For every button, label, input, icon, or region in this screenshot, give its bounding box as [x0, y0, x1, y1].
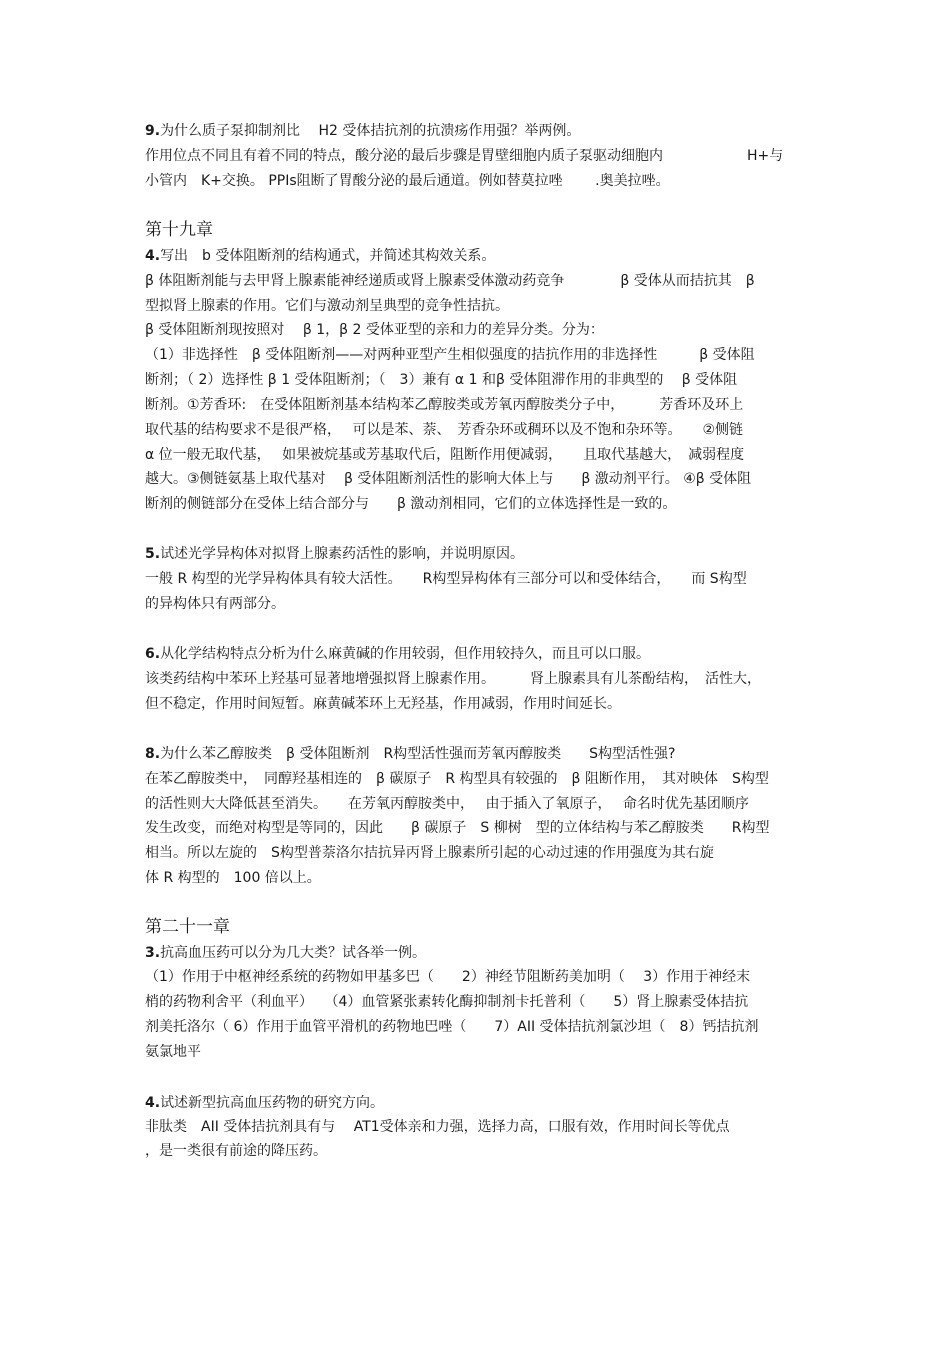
answer-line: β 受体阻断剂现按照对 β 1，β 2 受体亚型的亲和力的差异分类。分为：	[145, 322, 604, 338]
answer-line: 越大。③侧链氨基上取代基对 β 受体阻断剂活性的影响大体上与 β 激动剂平行。 ④β 受体阻	[145, 471, 752, 487]
answer-line: 相当。所以左旋的 S构型普萘洛尔拮抗异丙肾上腺素所引起的心动过速的作用强度为其右旋	[145, 845, 714, 861]
answer-line: 发生改变，而绝对构型是等同的，因此 β 碳原子 S 柳树 型的立体结构与苯乙醇胺类 R构型	[145, 820, 770, 836]
question-number: 6.	[145, 646, 161, 662]
answer-line: （1）非选择性 β 受体阻断剂——对两种亚型产生相似强度的拮抗作用的非选择性 β 受体阻	[145, 347, 755, 363]
question-text: 为什么质子泵抑制剂比 H2 受体拮抗剂的抗溃疡作用强？举两例。	[160, 123, 581, 139]
question-number: 4.	[145, 248, 161, 264]
question-number: 3.	[145, 945, 161, 961]
answer-line: ，是一类很有前途的降压药。	[145, 1143, 327, 1159]
question-number: 9.	[145, 123, 161, 139]
question-3	[145, 943, 426, 963]
answer-line: 型拟肾上腺素的作用。它们与激动剂呈典型的竞争性拮抗。	[145, 298, 509, 314]
answer-line: 取代基的结构要求不是很严格， 可以是苯、萘、 芳香杂环或稠环以及不饱和杂环等。 ②侧链	[145, 422, 743, 438]
question-number: 5.	[145, 546, 161, 562]
question-text: 试述新型抗高血压药物的研究方向。	[160, 1095, 385, 1111]
question-4	[145, 246, 495, 266]
question-text: 从化学结构特点分析为什么麻黄碱的作用较弱，但作用较持久，而且可以口服。	[160, 646, 651, 662]
answer-line: 的异构体只有两部分。	[145, 596, 285, 612]
question-5	[145, 544, 524, 564]
answer-line: β 体阻断剂能与去甲肾上腺素能神经递质或肾上腺素受体激动药竞争 β 受体从而拮抗其 β	[145, 273, 755, 289]
answer-line: 该类药结构中苯环上羟基可显著地增强拟肾上腺素作用。 肾上腺素具有儿茶酚结构， 活性大，	[145, 671, 761, 687]
answer-line: 的活性则大大降低甚至消失。 在芳氧丙醇胺类中， 由于插入了氧原子， 命名时优先基团顺序	[145, 796, 749, 812]
answer-line: α 位一般无取代基， 如果被烷基或芳基取代后，阻断作用便减弱， 且取代基越大， 减弱程度	[145, 447, 745, 463]
question-6	[145, 644, 650, 664]
answer-line: 梢的药物利舍平（利血平） （4）血管紧张素转化酶抑制剂卡托普利（ 5）肾上腺素受体拮抗	[145, 994, 749, 1010]
question-text: 试述光学异构体对拟肾上腺素药活性的影响，并说明原因。	[160, 546, 525, 562]
question-text: 写出 b 受体阻断剂的结构通式，并简述其构效关系。	[160, 248, 496, 264]
answer-line: 断剂。①芳香环: 在受体阻断剂基本结构苯乙醇胺类或芳氧丙醇胺类分子中， 芳香环及环上	[145, 397, 744, 413]
answer-line: 作用位点不同且有着不同的特点，酸分泌的最后步骤是胃壁细胞内质子泵驱动细胞内 H+与	[145, 148, 784, 164]
question-9	[145, 121, 580, 141]
chapter-heading: 第二十一章	[145, 917, 230, 937]
question-text: 为什么苯乙醇胺类 β 受体阻断剂 R构型活性强而芳氧丙醇胺类 S构型活性强?	[160, 746, 676, 762]
answer-line: 断剂的侧链部分在受体上结合部分与 β 激动剂相同，它们的立体选择性是一致的。	[145, 496, 677, 512]
chapter-heading: 第十九章	[145, 220, 213, 240]
answer-line: 体 R 构型的 100 倍以上。	[145, 870, 321, 886]
question-4	[145, 1093, 384, 1113]
question-text: 抗高血压药可以分为几大类？试各举一例。	[160, 945, 427, 961]
answer-line: （1）作用于中枢神经系统的药物如甲基多巴（ 2）神经节阻断药美加明（ 3）作用于神经末	[145, 969, 751, 985]
question-number: 4.	[145, 1095, 161, 1111]
answer-line: 断剂；（ 2）选择性 β 1 受体阻断剂；（ 3）兼有 α 1 和β 受体阻滞作用的非典型的 β 受体阻	[145, 372, 738, 388]
question-number: 8.	[145, 746, 161, 762]
answer-line: 非肽类 AII 受体拮抗剂具有与 AT1受体亲和力强，选择力高，口服有效，作用时间长等优点	[145, 1119, 730, 1135]
answer-line: 剂美托洛尔（ 6）作用于血管平滑机的药物地巴唑（ 7）AII 受体拮抗剂氯沙坦（ 8）钙拮抗剂	[145, 1019, 759, 1035]
answer-line: 在苯乙醇胺类中， 同醇羟基相连的 β 碳原子 R 构型具有较强的 β 阻断作用， 其对映体 S构型	[145, 771, 769, 787]
question-8	[145, 744, 676, 764]
answer-line: 氨氯地平	[145, 1044, 201, 1060]
answer-line: 一般 R 构型的光学异构体具有较大活性。 R构型异构体有三部分可以和受体结合， 而 S构型	[145, 571, 747, 587]
answer-line: 小管内 K+交换。 PPIs阻断了胃酸分泌的最后通道。例如替莫拉唑 .奥美拉唑。	[145, 173, 670, 189]
answer-line: 但不稳定，作用时间短暂。麻黄碱苯环上无羟基，作用减弱，作用时间延长。	[145, 696, 621, 712]
